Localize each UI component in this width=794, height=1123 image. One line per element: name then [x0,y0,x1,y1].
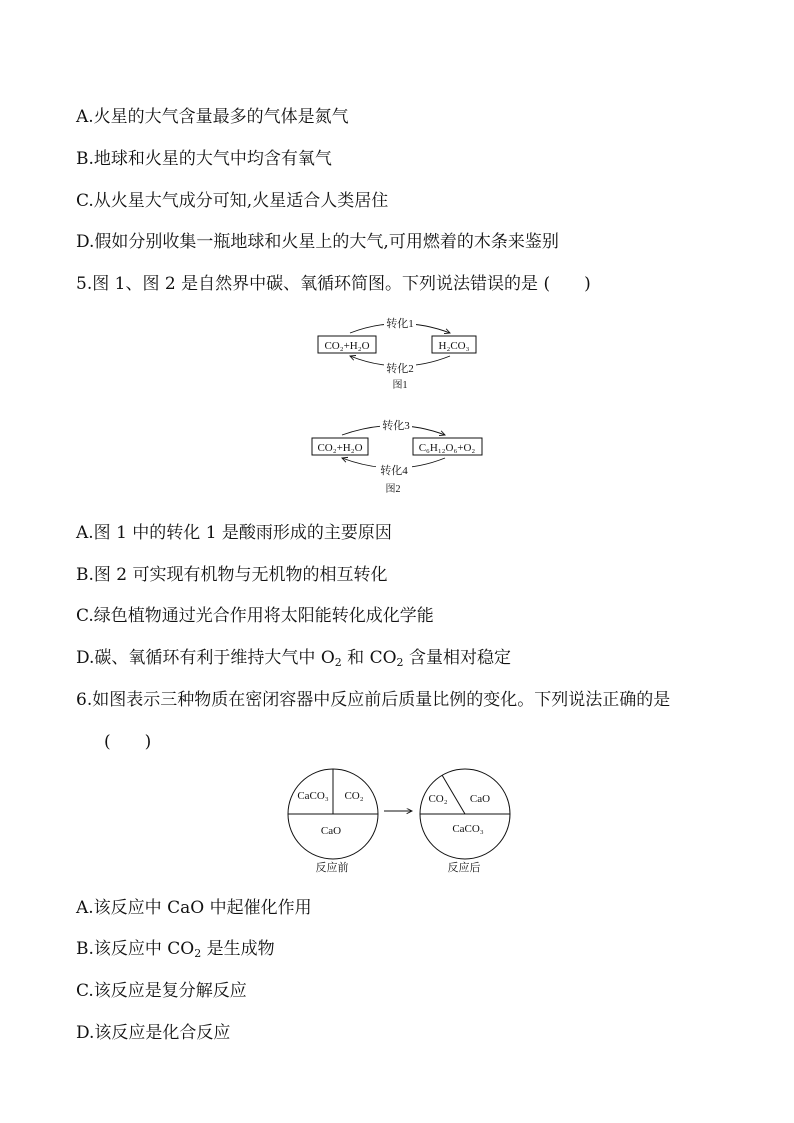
q6-stem: 6.如图表示三种物质在密闭容器中反应前后质量比例的变化。下列说法正确的是 [76,690,671,710]
before-co2-label: CO₂ [344,790,364,802]
fig2-bottom-arrow-label: 转化4 [380,465,408,477]
q4-option-d: D.假如分别收集一瓶地球和火星上的大气,可用燃着的木条来鉴别 [76,232,559,252]
fig2-right-box-label: C₆H₁₂O₆+O₂ [418,442,476,454]
q4-option-b: B.地球和火星的大气中均含有氧气 [76,149,332,169]
fig1-top-arrow-label: 转化1 [386,318,414,330]
after-cao-label: CaO [469,793,491,805]
after-caco3-label: CaCO₃ [452,823,484,835]
before-cao-label: CaO [320,825,342,837]
q5-option-d-sub-1: 2 [334,656,342,669]
q4-option-c: C.从火星大气成分可知,火星适合人类居住 [76,191,389,211]
q5-option-d-sub-2: 2 [396,656,404,669]
q5-figure-2 [300,414,500,498]
fig1-bottom-arrow-label: 转化2 [386,363,414,375]
after-co2-label: CO₂ [428,793,448,805]
q5-option-d-text-1: D.碳、氧循环有利于维持大气中 O [76,648,335,668]
fig2-caption: 图2 [385,484,401,495]
fig1-caption: 图1 [392,380,408,391]
q5-figure-1 [300,312,500,394]
q6-option-b-text-2: 是生成物 [201,939,275,959]
q6-answer-paren: ( ) [104,732,152,752]
after-caption: 反应后 [447,862,481,874]
q6-option-b-sub: 2 [194,947,202,960]
q5-option-c: C.绿色植物通过光合作用将太阳能转化成化学能 [76,606,434,626]
q6-option-a: A.该反应中 CaO 中起催化作用 [76,898,312,918]
before-caco3-label: CaCO₃ [297,790,329,802]
q5-option-d-text-3: 含量相对稳定 [403,648,511,668]
q5-option-d [76,646,511,670]
q5-option-b: B.图 2 可实现有机物与无机物的相互转化 [76,565,388,585]
fig1-right-box-label: H₂CO₃ [438,340,470,352]
q5-stem: 5.图 1、图 2 是自然界中碳、氧循环简图。下列说法错误的是 ( ) [76,274,591,294]
before-caption: 反应前 [315,862,349,874]
fig2-left-box-label: CO₂+H₂O [317,442,363,454]
q4-option-a: A.火星的大气含量最多的气体是氮气 [76,107,349,127]
q5-option-a: A.图 1 中的转化 1 是酸雨形成的主要原因 [76,523,392,543]
q5-option-d-text-2: 和 CO [341,648,397,668]
q6-figure [280,762,520,878]
q6-option-b [76,937,275,961]
q6-option-c: C.该反应是复分解反应 [76,981,247,1001]
fig2-top-arrow-label: 转化3 [382,420,410,432]
q6-option-d: D.该反应是化合反应 [76,1023,231,1043]
q6-option-b-text-1: B.该反应中 CO [76,939,195,959]
fig1-left-box-label: CO₂+H₂O [324,340,370,352]
